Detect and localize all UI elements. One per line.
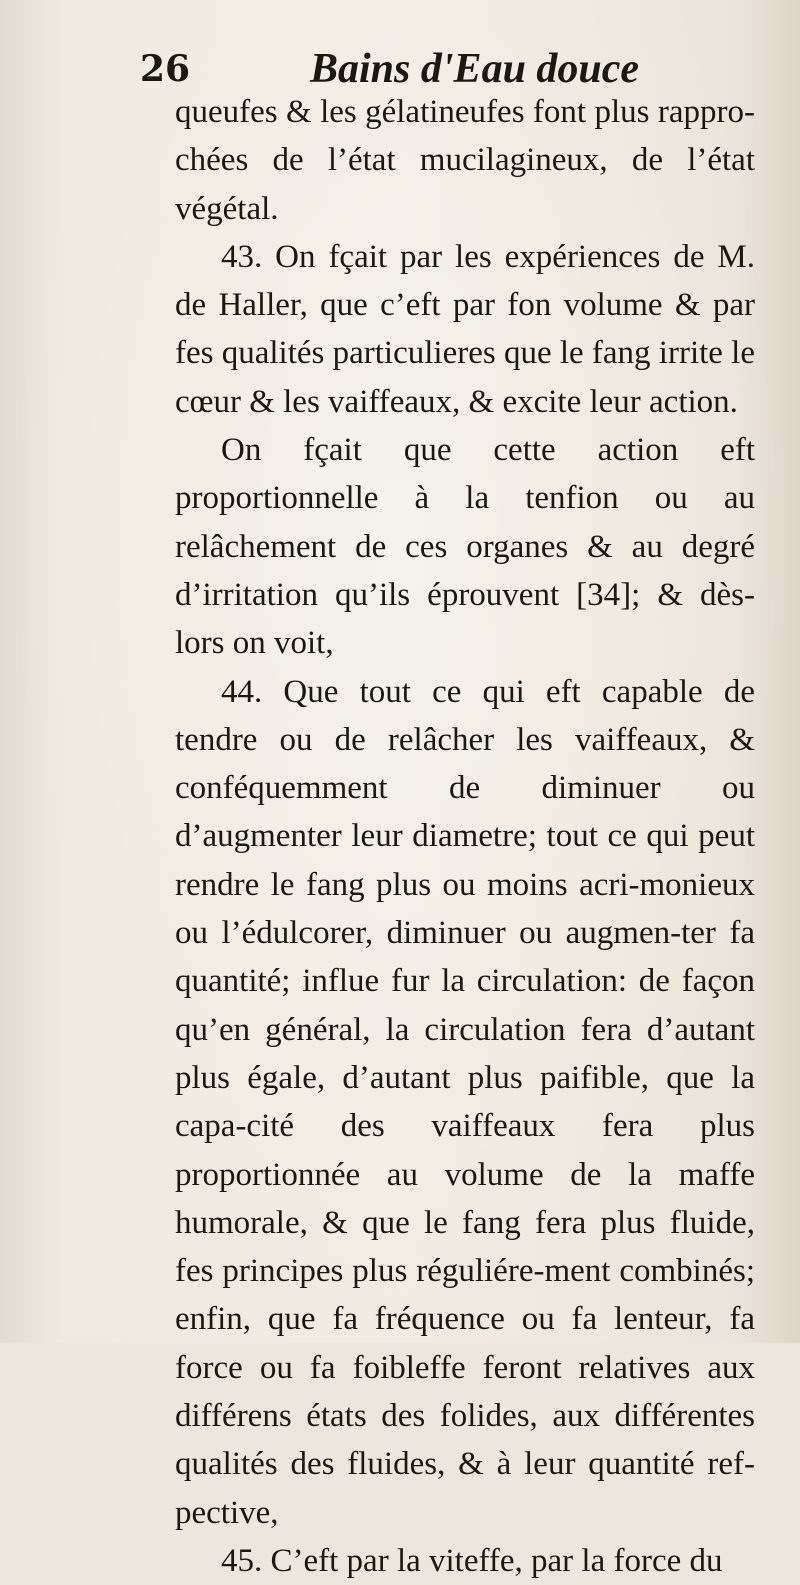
paragraph-continuation: queufes & les gélatineufes font plus rappro-chées de l’état mucilagineux, de l’état végétal. <box>175 94 755 227</box>
page-header <box>140 44 700 94</box>
page-number: 26 <box>140 48 191 90</box>
paragraph-43: 43. On fçait par les expériences de M. de Haller, que c’eft par fon volume & par fes qualités particulieres que le fang irrite le cœur & les vaiffeaux, & excite leur action. <box>175 238 755 420</box>
running-title: Bains d'Eau douce <box>310 46 640 92</box>
paragraph-action: On fçait que cette action eft proportionnelle à la tenfion ou au relâchement de ces organes & au degré d’irritation qu’ils éprouvent [34]; & dès-lors on voit, <box>175 432 755 662</box>
paragraph-45: 45. C’eft par la viteffe, par la force du <box>221 1542 723 1579</box>
body-text <box>175 88 755 1585</box>
paragraph-44: 44. Que tout ce qui eft capable de tendre ou de relâcher les vaiffeaux, & conféquemment de diminuer ou d’augmenter leur diametre; tout ce qui peut rendre le fang plus ou moins acri-monieux ou l’édulcorer, diminuer ou augmen-ter fa quantité; influe fur la circulation: de façon qu’en général, la circulation fera d’autant plus égale, d’autant plus paifible, que la capa-cité des vaiffeaux fera plus proportionnée au volume de la maffe humorale, & que le fang fera plus fluide, fes principes plus réguliére-ment combinés; enfin, que fa fréquence ou fa lenteur, fa force ou fa foibleffe feront relatives aux différens états des folides, aux différentes qualités des fluides, & à leur quantité ref-pective, <box>175 673 755 1531</box>
